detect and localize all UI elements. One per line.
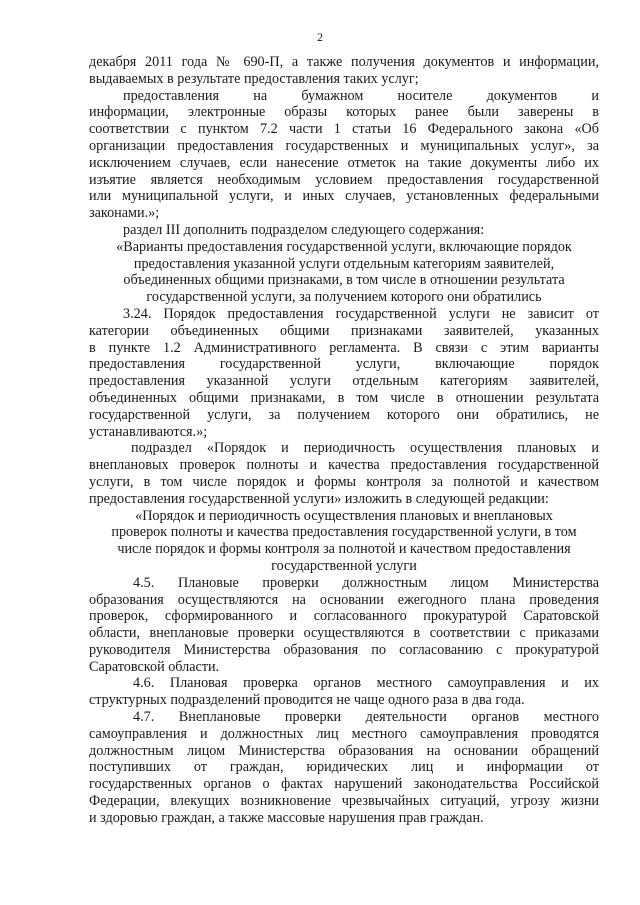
text-line: категории объединенных общими признаками заявителей, указанных xyxy=(89,322,599,339)
text-line: Саратовской области. xyxy=(89,658,220,675)
page-number: 2 xyxy=(317,30,323,44)
text-line: предоставления государственной услуги» изложить в следующей редакции: xyxy=(89,490,549,507)
text-line: предоставления на бумажном носителе документов и xyxy=(123,87,599,104)
text-line: информации, электронные образы которых ранее были заверены в xyxy=(89,104,599,121)
text-line: руководителя Министерства образования по согласованию с прокуратурой xyxy=(89,641,599,658)
text-line: образования осуществляются на основании ежегодного плана проведения xyxy=(89,591,599,608)
text-line: устанавливаются.»; xyxy=(89,423,208,440)
text-line: «Варианты предоставления государственной услуги, включающие порядок xyxy=(116,238,572,255)
text-line: структурных подразделений проводится не чаще одного раза в два года. xyxy=(89,692,525,709)
text-line: исключением случаев, если нанесение отметок на такие документы либо их xyxy=(89,154,599,171)
text-line: 3.24. Порядок предоставления государственной услуги не зависит от xyxy=(123,305,599,322)
text-line: объединенных общими признаками, в том числе в отношении результата xyxy=(123,272,565,289)
text-line: проверок полноты и качества предоставления государственной услуги, в том xyxy=(111,524,577,541)
text-line: 4.7. Внеплановые проверки деятельности органов местного xyxy=(133,709,599,726)
text-line: области, внеплановые проверки осуществляются в соответствии с приказами xyxy=(89,625,599,642)
text-line: Федерации, влекущих возникновение чрезвычайных ситуаций, угрозу жизни xyxy=(89,793,599,810)
document-body xyxy=(89,54,599,827)
text-line: поступивших от граждан, юридических лиц и информации от xyxy=(89,759,599,776)
text-line: государственной услуги, за получением которого они обратились xyxy=(146,289,542,306)
text-line: 4.5. Плановые проверки должностным лицом Министерства xyxy=(133,574,599,591)
text-line: государственной услуги, за получением которого они обратились, не xyxy=(89,406,599,423)
text-line: должностным лицом Министерства образования на основании обращений xyxy=(89,742,599,759)
text-line: и здоровью граждан, а также массовые нарушения прав граждан. xyxy=(89,809,484,826)
text-line: внеплановых проверок полноты и качества предоставления государственной xyxy=(89,457,599,474)
text-line: государственной услуги xyxy=(271,557,417,574)
text-line: «Порядок и периодичность осуществления плановых и внеплановых xyxy=(135,507,553,524)
text-line: предоставления государственной услуги, включающие порядок xyxy=(89,356,599,373)
text-line: законами.»; xyxy=(89,205,160,222)
text-line: 4.6. Плановая проверка органов местного самоуправления и их xyxy=(133,675,599,692)
text-line: соответствии с пунктом 7.2 части 1 статьи 16 Федерального закона «Об xyxy=(89,121,599,138)
text-line: подраздел «Порядок и периодичность осуществления плановых и xyxy=(131,440,599,457)
text-line: предоставления указанной услуги отдельным категориям заявителей, xyxy=(133,255,555,272)
text-line: проверок, сформированного и согласованного прокуратурой Саратовской xyxy=(89,608,599,625)
text-line: государственных органов о фактах нарушений законодательства Российской xyxy=(89,776,599,793)
text-line: в пункте 1.2 Административного регламента. В связи с этим варианты xyxy=(89,339,599,356)
text-line: объединенных общими признаками, в том числе в отношении результата xyxy=(89,389,599,406)
text-line: услуги, в том числе порядок и формы контроля за полнотой и качеством xyxy=(89,473,599,490)
text-line: организации предоставления государственных и муниципальных услуг», за xyxy=(89,137,599,154)
text-line: декабря 2011 года № 690-П, а также получения документов и информации, xyxy=(89,54,599,70)
text-line: выдаваемых в результате предоставления таких услуг; xyxy=(89,70,419,87)
text-line: раздел III дополнить подразделом следующего содержания: xyxy=(123,221,485,238)
text-line: самоуправления и должностных лиц местного самоуправления проводятся xyxy=(89,725,599,742)
text-line: предоставления указанной услуги отдельным категориям заявителей, xyxy=(89,373,599,390)
text-line: изъятие является необходимым условием предоставления государственной xyxy=(89,171,599,188)
text-line: или муниципальной услуги, и иных случаев, установленных федеральными xyxy=(89,188,599,205)
text-line: числе порядок и формы контроля за полнотой и качеством предоставления xyxy=(117,541,571,558)
